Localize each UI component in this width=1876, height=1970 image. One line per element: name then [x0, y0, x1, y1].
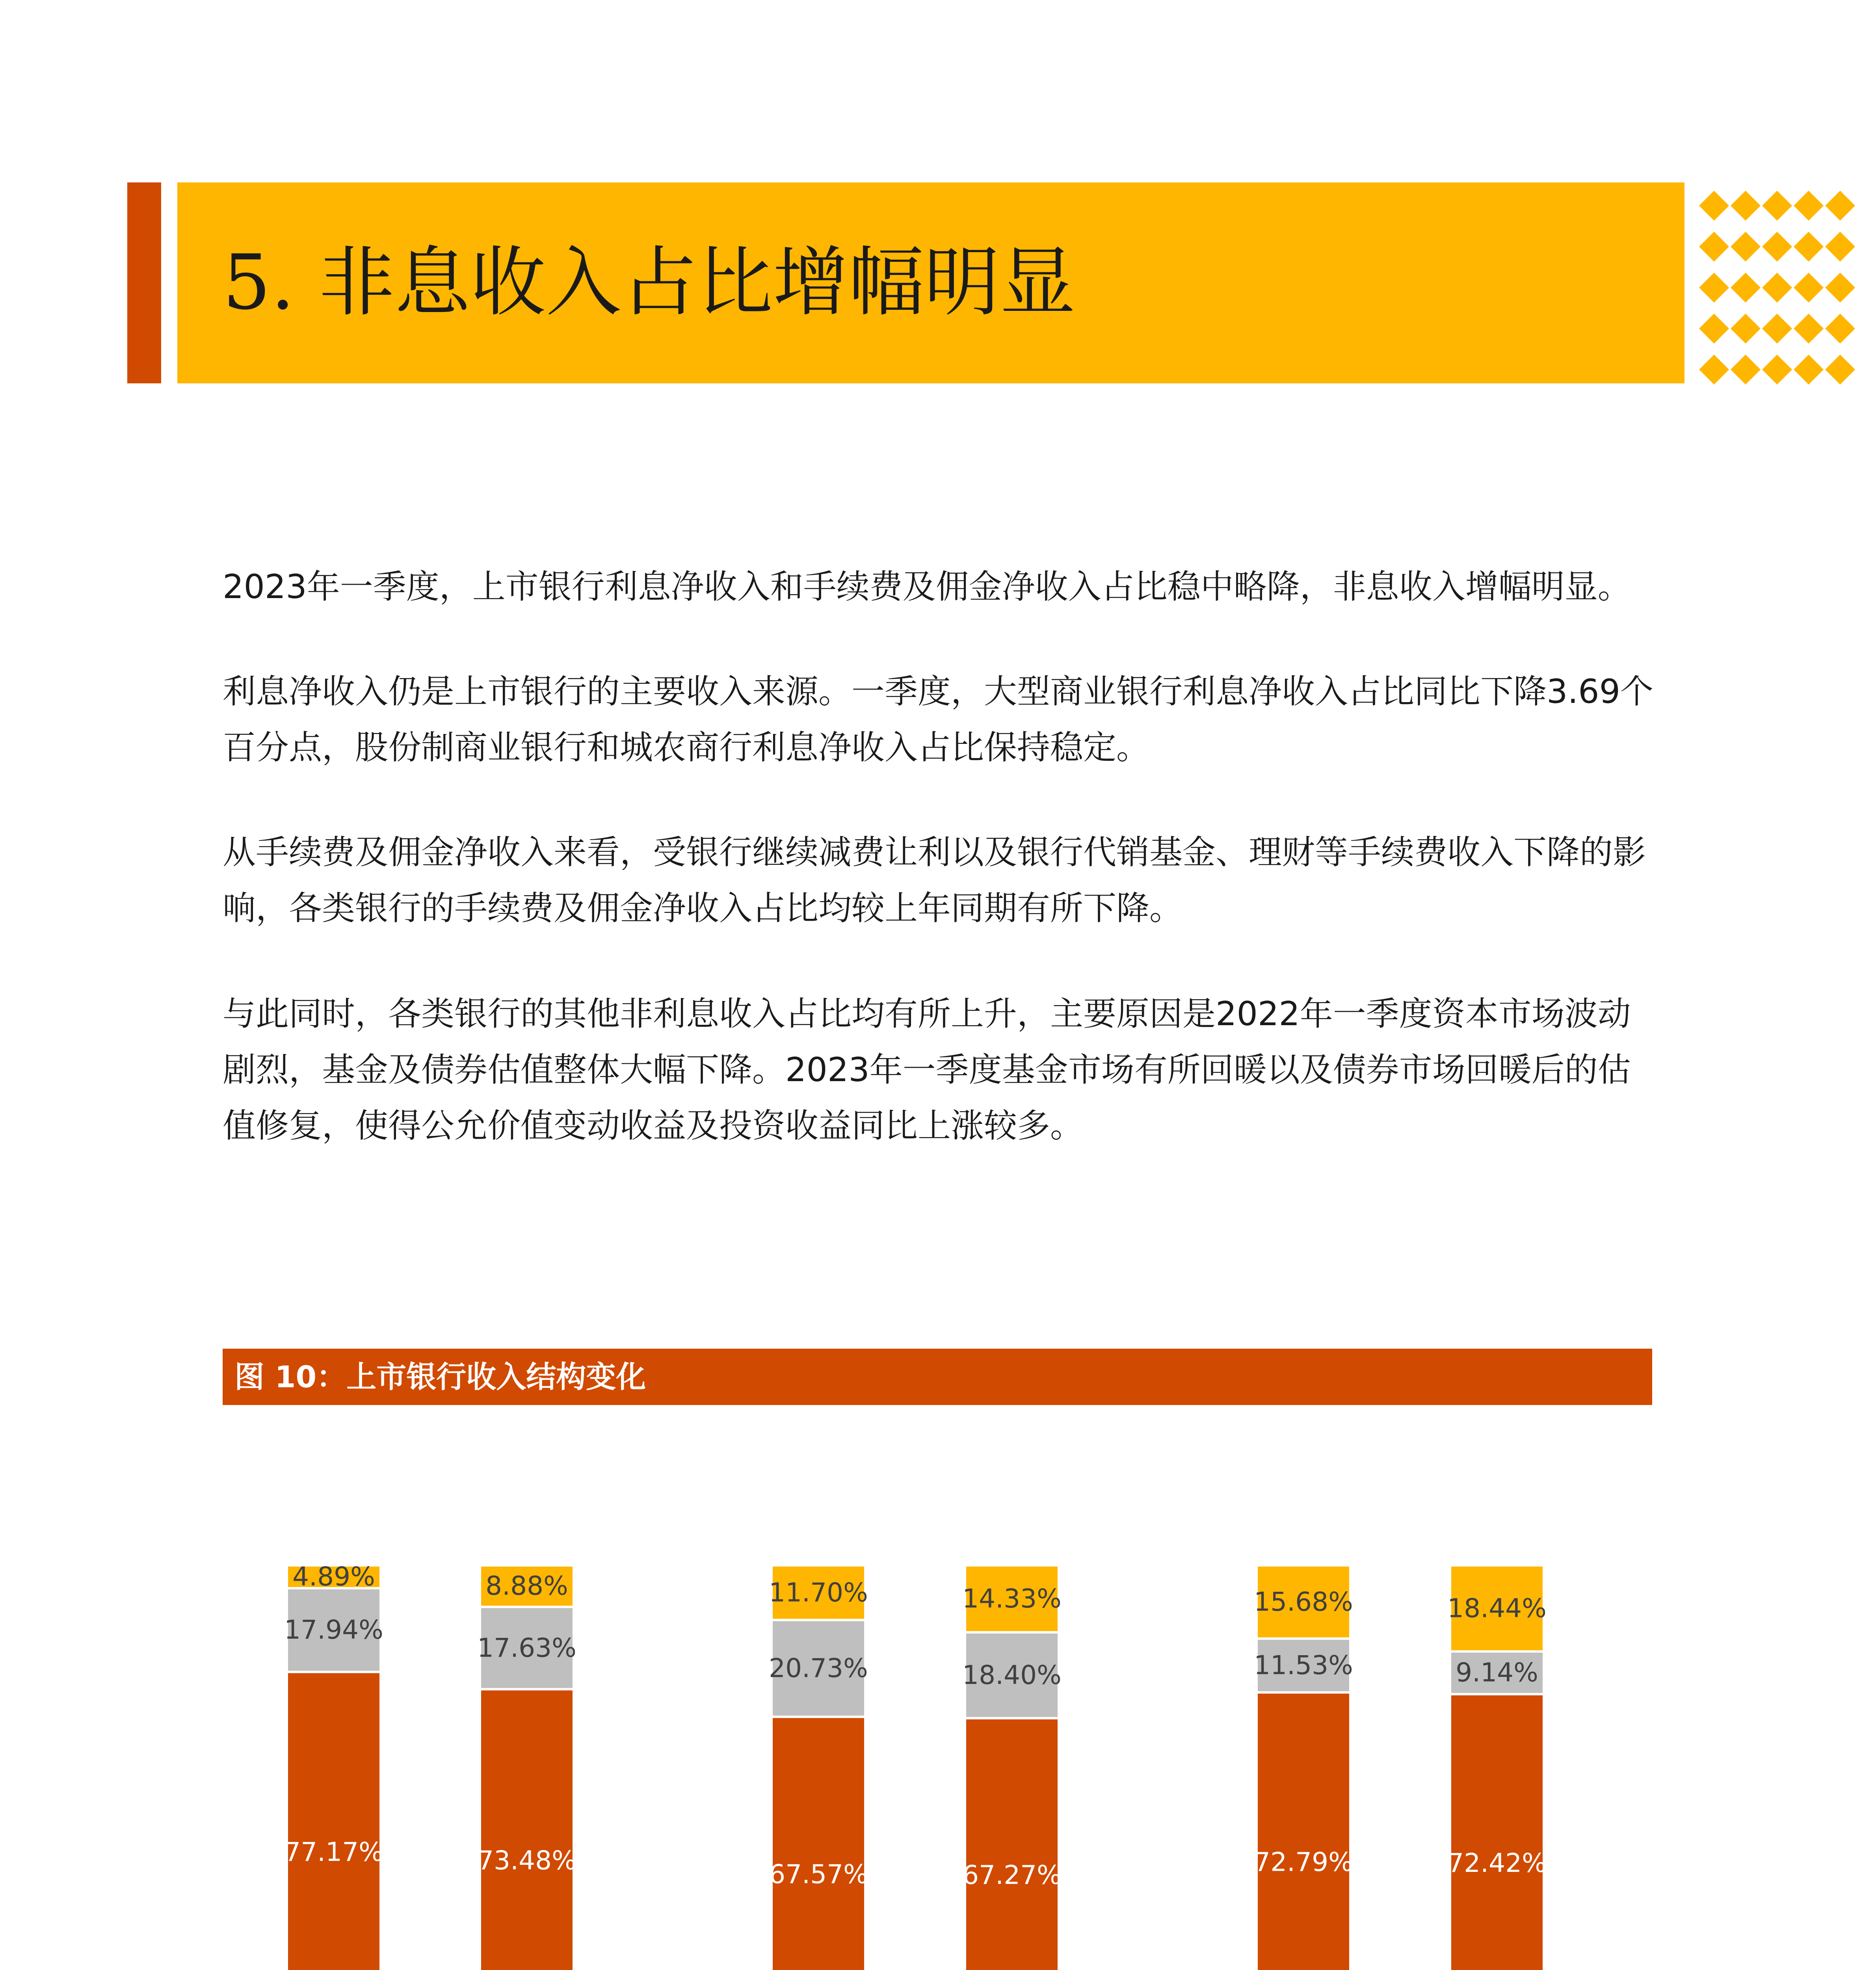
bar-value-label: 17.94% [284, 1615, 383, 1645]
paragraph-2: 利息净收入仍是上市银行的主要收入来源。一季度，大型商业银行利息净收入占比同比下降3.69个百分点，股份制商业银行和城农商行利息净收入占比保持稳定。 [223, 672, 1654, 767]
bar-value-label: 11.70% [769, 1577, 868, 1608]
bar-value-label: 18.40% [962, 1660, 1062, 1690]
bar-value-label: 20.73% [769, 1653, 868, 1684]
bar-value-label: 67.27% [962, 1860, 1062, 1890]
bar-value-label: 17.63% [477, 1632, 576, 1663]
bar-value-label: 15.68% [1254, 1586, 1353, 1617]
bar-value-label: 18.44% [1447, 1593, 1547, 1624]
bar-value-label: 72.79% [1254, 1847, 1353, 1877]
figure-title: 图 10：上市银行收入结构变化 [234, 1359, 646, 1394]
bar-value-label: 4.89% [292, 1561, 375, 1592]
bar-segment [1450, 1694, 1544, 1970]
bar-value-label: 73.48% [477, 1845, 576, 1876]
bar-value-label: 72.42% [1447, 1847, 1547, 1878]
bar-value-label: 9.14% [1456, 1657, 1538, 1688]
bar-segment [287, 1672, 381, 1970]
bar-value-label: 14.33% [962, 1583, 1062, 1614]
bar-segment [772, 1717, 865, 1970]
bar-segment [1257, 1692, 1350, 1970]
bar-segment [965, 1718, 1059, 1970]
paragraph-4: 与此同时，各类银行的其他非利息收入占比均有所上升，主要原因是2022年一季度资本市场波动剧烈，基金及债券估值整体大幅下降。2023年一季度基金市场有所回暖以及债券市场回暖后的估值修复，使得公允价值变动收益及投资收益同比上涨较多。 [223, 994, 1631, 1145]
paragraph-1: 2023年一季度，上市银行利息净收入和手续费及佣金净收入占比稳中略降，非息收入增幅明显。 [223, 567, 1631, 606]
bar-value-label: 11.53% [1254, 1650, 1353, 1681]
bar-segment [480, 1689, 574, 1970]
bar-value-label: 8.88% [485, 1570, 568, 1601]
section-title: 5. 非息收入占比增幅明显 [223, 239, 1076, 327]
paragraph-3: 从手续费及佣金净收入来看，受银行继续减费让利以及银行代销基金、理财等手续费收入下降的影响，各类银行的手续费及佣金净收入占比均较上年同期有所下降。 [223, 833, 1646, 927]
bar-value-label: 77.17% [284, 1836, 383, 1867]
bar-value-label: 67.57% [769, 1859, 868, 1890]
